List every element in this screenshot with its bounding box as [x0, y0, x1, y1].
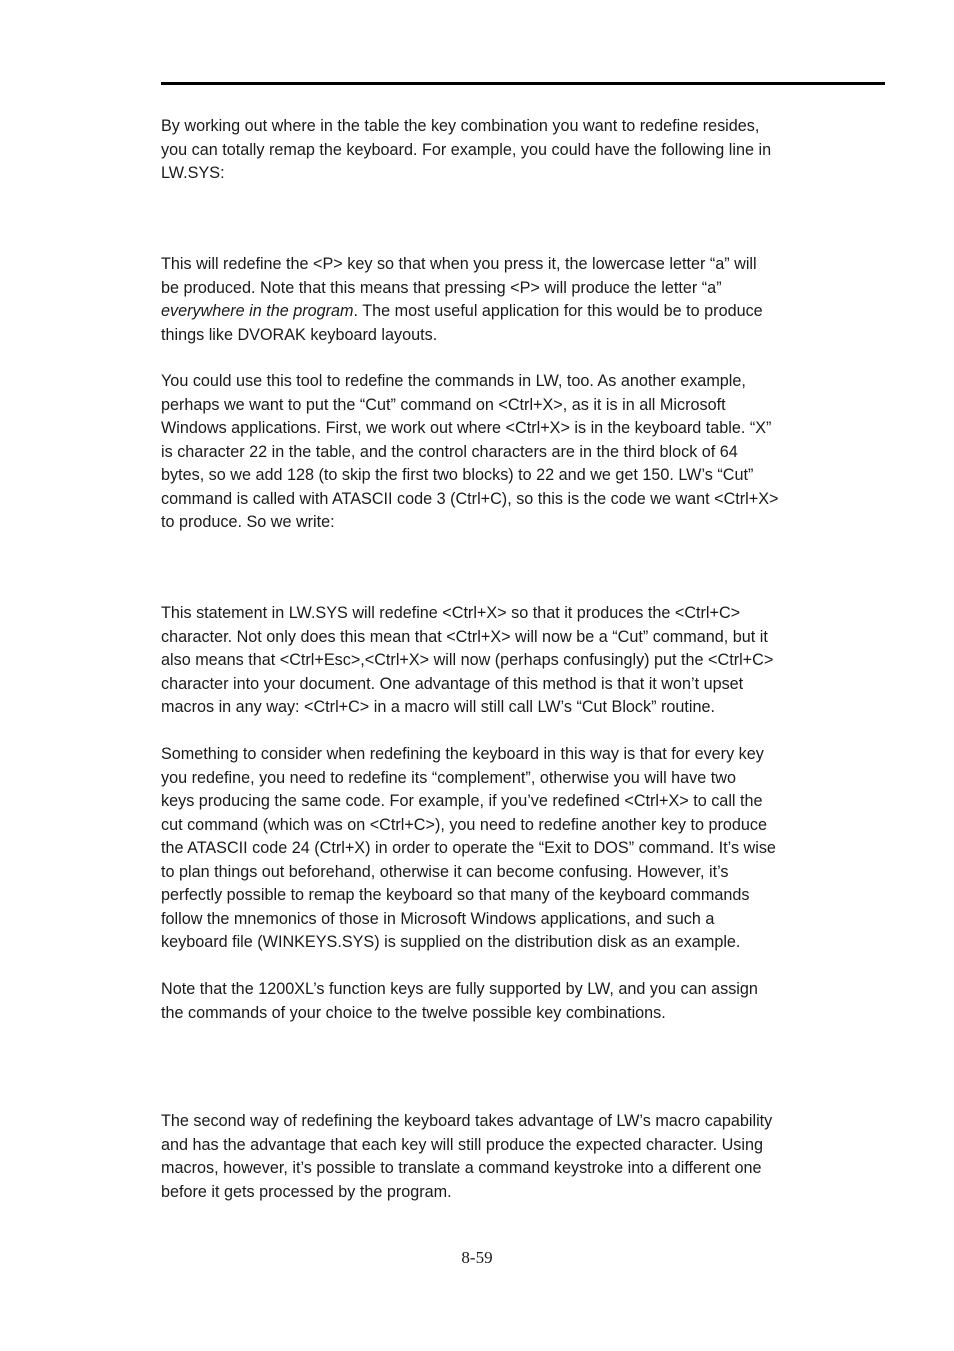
text-line: bytes, so we add 128 (to skip the first two blocks) to 22 and we get 150. LW’s “Cut”: [161, 466, 754, 484]
paragraph-6: [161, 978, 758, 1025]
text-line: This statement in LW.SYS will redefine <Ctrl+X> so that it produces the <Ctrl+C>: [161, 604, 741, 622]
text-line: By working out where in the table the key combination you want to redefine resides,: [161, 117, 760, 135]
text-line: to produce. So we write:: [161, 513, 335, 531]
text-fragment: . The most useful application for this would be to produce: [353, 302, 763, 320]
paragraph-5: [161, 743, 776, 955]
text-line: things like DVORAK keyboard layouts.: [161, 325, 438, 344]
text-line: keys producing the same code. For example, if you’ve redefined <Ctrl+X> to call the: [161, 792, 763, 810]
header-rule: [161, 82, 885, 85]
paragraph-4: [161, 602, 773, 720]
text-line: macros, however, it’s possible to translate a command keystroke into a different one: [161, 1159, 762, 1177]
text-line: [161, 300, 763, 324]
text-line: This will redefine the <P> key so that when you press it, the lowercase letter “a” will: [161, 255, 757, 273]
text-line: also means that <Ctrl+Esc>,<Ctrl+X> will now (perhaps confusingly) put the <Ctrl+C>: [161, 651, 774, 669]
text-line: follow the mnemonics of those in Microsoft Windows applications, and such a: [161, 909, 715, 928]
text-line: is character 22 in the table, and the control characters are in the third block of 64: [161, 442, 738, 461]
text-line: be produced. Note that this means that pressing <P> will produce the letter “a”: [161, 278, 722, 297]
text-line: you redefine, you need to redefine its “complement”, otherwise you will have two: [161, 768, 736, 787]
text-line: to plan things out beforehand, otherwise it can become confusing. However, it’s: [161, 862, 729, 881]
text-line: The second way of redefining the keyboard takes advantage of LW’s macro capability: [161, 1112, 773, 1130]
text-line: keyboard file (WINKEYS.SYS) is supplied on the distribution disk as an example.: [161, 933, 741, 951]
paragraph-1: [161, 115, 771, 186]
text-line: cut command (which was on <Ctrl+C>), you need to redefine another key to produce: [161, 815, 768, 834]
text-line: and has the advantage that each key will still produce the expected character. Using: [161, 1135, 764, 1154]
text-line: the ATASCII code 24 (Ctrl+X) in order to operate the “Exit to DOS” command. It’s wise: [161, 839, 776, 857]
page-number: 8-59: [461, 1248, 493, 1267]
text-line: character. Not only does this mean that <Ctrl+X> will now be a “Cut” command, but it: [161, 627, 768, 646]
text-line: You could use this tool to redefine the commands in LW, too. As another example,: [161, 372, 746, 390]
text-line: LW.SYS:: [161, 164, 225, 182]
text-line: before it gets processed by the program.: [161, 1182, 452, 1201]
text-line: Something to consider when redefining the keyboard in this way is that for every key: [161, 745, 764, 763]
text-line: character into your document. One advantage of this method is that it won’t upset: [161, 674, 744, 693]
paragraph-7: [161, 1110, 772, 1204]
text-line: perhaps we want to put the “Cut” command on <Ctrl+X>, as it is in all Microsoft: [161, 395, 726, 414]
text-line: you can totally remap the keyboard. For example, you could have the following line in: [161, 140, 772, 159]
text-line: Note that the 1200XL’s function keys are fully supported by LW, and you can assign: [161, 980, 758, 998]
text-line: Windows applications. First, we work out where <Ctrl+X> is in the keyboard table. “X”: [161, 419, 772, 437]
text-line: the commands of your choice to the twelve possible key combinations.: [161, 1003, 666, 1022]
emphasis-text: everywhere in the program: [161, 302, 354, 320]
text-line: perfectly possible to remap the keyboard so that many of the keyboard commands: [161, 886, 750, 904]
text-line: macros in any way: <Ctrl+C> in a macro will still call LW’s “Cut Block” routine.: [161, 698, 715, 716]
paragraph-2: [161, 253, 763, 347]
paragraph-3: [161, 370, 778, 535]
text-line: command is called with ATASCII code 3 (Ctrl+C), so this is the code we want <Ctrl+X>: [161, 489, 779, 508]
